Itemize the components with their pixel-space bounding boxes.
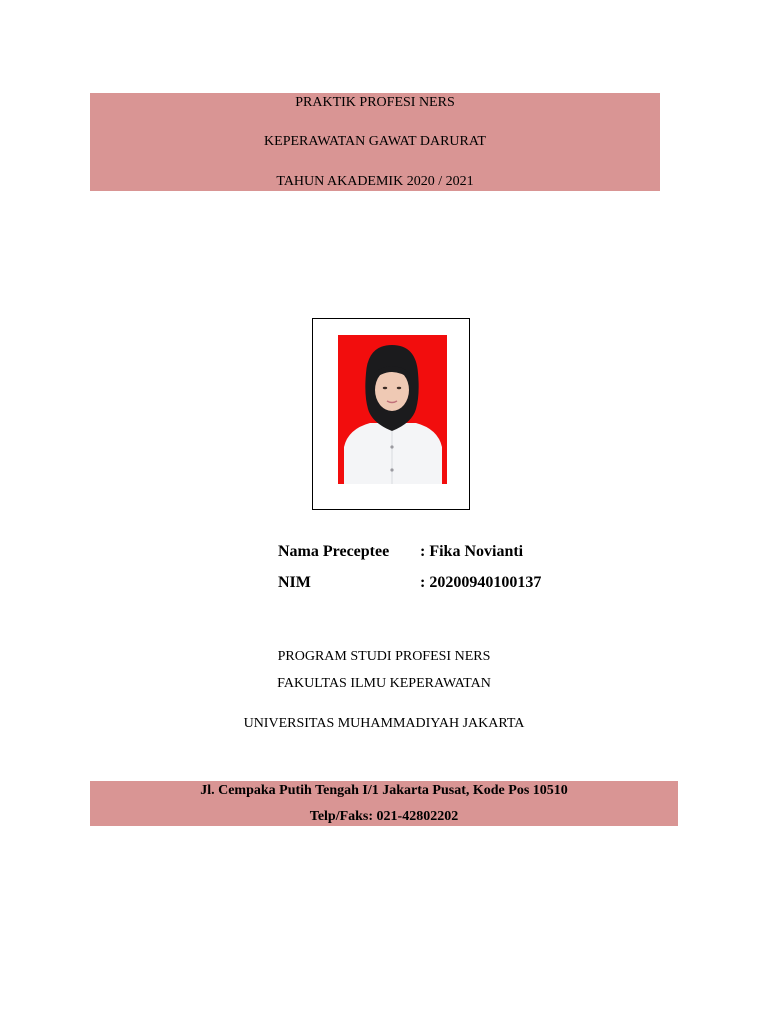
preceptee-name-label: Nama Preceptee xyxy=(278,543,390,560)
portrait-illustration xyxy=(338,335,447,484)
footer-address: Jl. Cempaka Putih Tengah I/1 Jakarta Pusat, Kode Pos 10510 xyxy=(200,783,568,798)
header-subject: KEPERAWATAN GAWAT DARURAT xyxy=(264,134,486,149)
program-name: PROGRAM STUDI PROFESI NERS xyxy=(277,649,491,664)
faculty-name: FAKULTAS ILMU KEPERAWATAN xyxy=(277,676,491,691)
photo-frame xyxy=(312,318,470,510)
footer-band xyxy=(90,781,678,826)
nim-value: : 20200940100137 xyxy=(420,574,542,591)
student-photo xyxy=(338,335,447,484)
header-title: PRAKTIK PROFESI NERS xyxy=(295,95,455,110)
preceptee-name-value: : Fika Novianti xyxy=(420,543,524,560)
footer-phone: Telp/Faks: 021-42802202 xyxy=(309,809,459,824)
header-band xyxy=(90,93,660,191)
nim-label: NIM xyxy=(278,574,311,591)
header-academic-year: TAHUN AKADEMIK 2020 / 2021 xyxy=(276,174,474,189)
university-name: UNIVERSITAS MUHAMMADIYAH JAKARTA xyxy=(243,716,525,731)
